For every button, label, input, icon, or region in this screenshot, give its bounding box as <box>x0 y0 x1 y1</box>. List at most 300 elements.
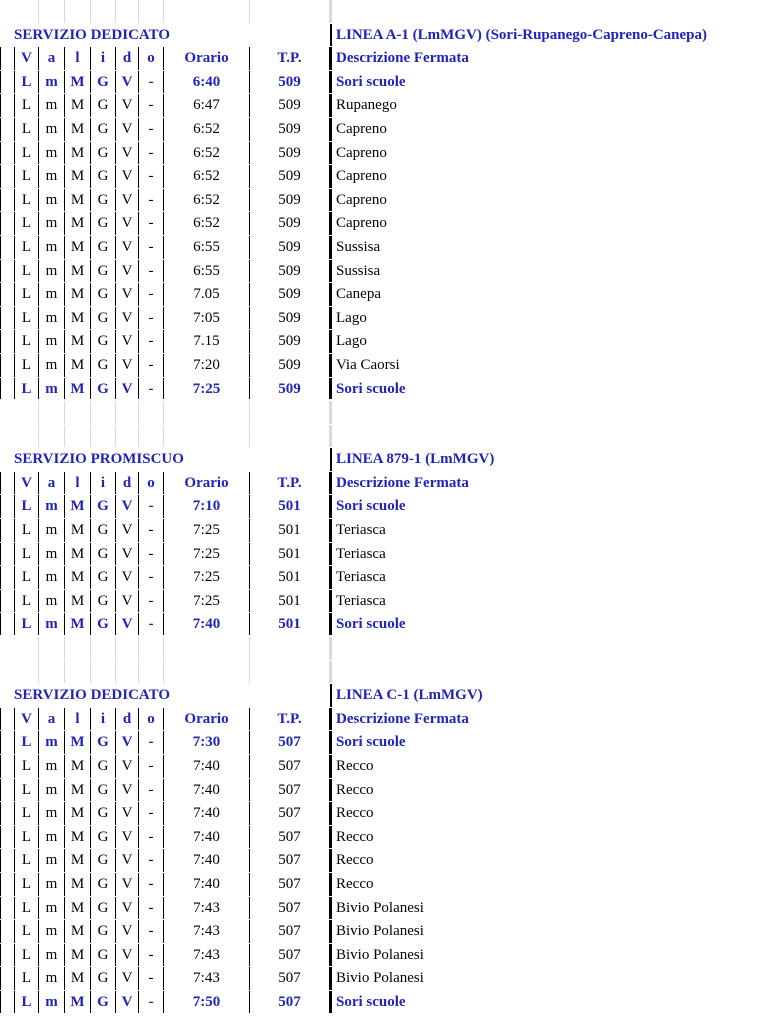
cell-day-l: M <box>65 260 91 283</box>
cell-time: 7:25 <box>164 566 250 589</box>
service-type-title: SERVIZIO PROMISCUO <box>14 451 184 468</box>
cell-tp: 501 <box>250 495 330 518</box>
cell-time: 7:40 <box>164 613 250 635</box>
cell-day-a: m <box>39 826 65 849</box>
cell-day-i: G <box>91 613 116 635</box>
cell-tp: 509 <box>250 189 330 212</box>
cell-day-d: V <box>116 802 139 825</box>
empty-cell <box>330 401 782 424</box>
cell-day-v: L <box>14 755 39 778</box>
cell-day-v: L <box>14 260 39 283</box>
cell-day-a: m <box>39 142 65 165</box>
header-day-l: l <box>65 708 91 731</box>
cell-day-l: M <box>65 165 91 188</box>
header-time: Orario <box>164 472 250 495</box>
cell-day-d: V <box>116 849 139 872</box>
cell-stop: Sori scuole <box>330 613 782 635</box>
cell-stop: Capreno <box>330 142 782 165</box>
cell-day-i: G <box>91 165 116 188</box>
cell-time: 7:40 <box>164 779 250 802</box>
cell-day-i: G <box>91 802 116 825</box>
cell-day-i: G <box>91 543 116 566</box>
empty-cell <box>139 637 164 660</box>
cell-stop: Lago <box>330 307 782 330</box>
cell-stop: Sori scuole <box>330 495 782 518</box>
empty-cell <box>0 94 1 117</box>
cell-day-i: G <box>91 779 116 802</box>
cell-day-o: - <box>139 260 164 283</box>
cell-day-v: L <box>14 873 39 896</box>
line-title: LINEA A-1 (LmMGV) (Sori-Rupanego-Capreno-Canepa) <box>330 24 782 47</box>
header-day-i: i <box>91 47 116 70</box>
cell-day-a: m <box>39 189 65 212</box>
cell-day-v: L <box>14 944 39 967</box>
empty-cell <box>65 401 91 424</box>
empty-cell <box>0 307 1 330</box>
cell-day-i: G <box>91 590 116 613</box>
header-stop: Descrizione Fermata <box>330 472 782 495</box>
cell-day-d: V <box>116 283 139 306</box>
cell-day-i: G <box>91 71 116 94</box>
cell-day-d: V <box>116 755 139 778</box>
empty-cell <box>65 661 91 684</box>
cell-day-v: L <box>14 165 39 188</box>
cell-tp: 507 <box>250 873 330 896</box>
cell-day-a: m <box>39 236 65 259</box>
cell-day-i: G <box>91 991 116 1013</box>
cell-tp: 501 <box>250 566 330 589</box>
cell-day-a: m <box>39 165 65 188</box>
cell-day-i: G <box>91 378 116 400</box>
cell-day-o: - <box>139 495 164 518</box>
cell-stop: Teriasca <box>330 566 782 589</box>
header-day-d: d <box>116 47 139 70</box>
cell-time: 7:43 <box>164 897 250 920</box>
cell-tp: 509 <box>250 354 330 377</box>
cell-tp: 507 <box>250 944 330 967</box>
empty-cell <box>0 967 1 990</box>
cell-day-a: m <box>39 849 65 872</box>
empty-cell <box>39 401 65 424</box>
cell-day-o: - <box>139 71 164 94</box>
header-day-o: o <box>139 472 164 495</box>
cell-day-l: M <box>65 590 91 613</box>
cell-day-i: G <box>91 566 116 589</box>
empty-cell <box>14 401 39 424</box>
empty-cell <box>91 661 116 684</box>
empty-cell <box>0 849 1 872</box>
empty-cell <box>91 401 116 424</box>
cell-day-o: - <box>139 967 164 990</box>
empty-cell <box>0 566 1 589</box>
cell-day-d: V <box>116 307 139 330</box>
empty-cell <box>0 802 1 825</box>
empty-cell <box>39 425 65 448</box>
cell-day-l: M <box>65 967 91 990</box>
empty-cell <box>164 425 250 448</box>
cell-stop: Bivio Polanesi <box>330 920 782 943</box>
header-day-v: V <box>14 472 39 495</box>
cell-day-d: V <box>116 967 139 990</box>
cell-day-l: M <box>65 94 91 117</box>
cell-day-d: V <box>116 873 139 896</box>
cell-day-i: G <box>91 307 116 330</box>
cell-day-d: V <box>116 991 139 1013</box>
cell-day-l: M <box>65 378 91 400</box>
empty-cell <box>0 755 1 778</box>
cell-day-o: - <box>139 613 164 635</box>
cell-day-a: m <box>39 991 65 1013</box>
empty-cell <box>39 637 65 660</box>
cell-stop: Capreno <box>330 212 782 235</box>
cell-stop: Via Caorsi <box>330 354 782 377</box>
cell-stop: Rupanego <box>330 94 782 117</box>
cell-time: 7:25 <box>164 543 250 566</box>
cell-stop: Teriasca <box>330 590 782 613</box>
empty-cell <box>39 0 65 23</box>
cell-tp: 509 <box>250 260 330 283</box>
empty-cell <box>0 165 1 188</box>
cell-day-i: G <box>91 731 116 754</box>
cell-day-d: V <box>116 519 139 542</box>
cell-day-v: L <box>14 118 39 141</box>
header-time: Orario <box>164 708 250 731</box>
empty-cell <box>65 425 91 448</box>
cell-day-l: M <box>65 212 91 235</box>
cell-day-l: M <box>65 354 91 377</box>
empty-cell <box>330 0 782 23</box>
cell-time: 6:52 <box>164 212 250 235</box>
empty-cell <box>0 944 1 967</box>
cell-day-o: - <box>139 354 164 377</box>
cell-time: 7:40 <box>164 849 250 872</box>
cell-day-v: L <box>14 283 39 306</box>
cell-day-d: V <box>116 165 139 188</box>
cell-tp: 509 <box>250 165 330 188</box>
cell-day-d: V <box>116 354 139 377</box>
cell-day-i: G <box>91 354 116 377</box>
header-day-i: i <box>91 472 116 495</box>
empty-cell <box>0 495 1 518</box>
cell-day-i: G <box>91 94 116 117</box>
cell-day-d: V <box>116 590 139 613</box>
empty-cell <box>0 873 1 896</box>
cell-time: 7:43 <box>164 944 250 967</box>
cell-day-a: m <box>39 330 65 353</box>
cell-day-d: V <box>116 779 139 802</box>
cell-day-a: m <box>39 920 65 943</box>
header-day-i: i <box>91 708 116 731</box>
cell-time: 6:52 <box>164 142 250 165</box>
empty-cell <box>0 708 1 731</box>
cell-time: 7.05 <box>164 283 250 306</box>
cell-day-i: G <box>91 236 116 259</box>
empty-cell <box>0 590 1 613</box>
cell-stop: Bivio Polanesi <box>330 897 782 920</box>
cell-day-l: M <box>65 495 91 518</box>
empty-cell <box>0 472 1 495</box>
empty-cell <box>0 47 1 70</box>
cell-day-d: V <box>116 94 139 117</box>
cell-tp: 509 <box>250 236 330 259</box>
cell-day-o: - <box>139 118 164 141</box>
cell-stop: Capreno <box>330 118 782 141</box>
cell-day-a: m <box>39 967 65 990</box>
cell-day-i: G <box>91 519 116 542</box>
empty-cell <box>250 661 330 684</box>
cell-day-a: m <box>39 71 65 94</box>
cell-day-o: - <box>139 779 164 802</box>
cell-stop: Lago <box>330 330 782 353</box>
empty-cell <box>0 519 1 542</box>
cell-stop: Teriasca <box>330 543 782 566</box>
cell-day-a: m <box>39 283 65 306</box>
cell-day-d: V <box>116 566 139 589</box>
empty-cell <box>0 378 1 400</box>
cell-day-v: L <box>14 236 39 259</box>
empty-cell <box>116 425 139 448</box>
header-stop: Descrizione Fermata <box>330 708 782 731</box>
cell-stop: Sussisa <box>330 236 782 259</box>
cell-day-v: L <box>14 354 39 377</box>
cell-time: 6:55 <box>164 260 250 283</box>
cell-day-l: M <box>65 519 91 542</box>
service-type-title: SERVIZIO DEDICATO <box>14 687 171 704</box>
cell-day-d: V <box>116 613 139 635</box>
cell-day-d: V <box>116 212 139 235</box>
empty-cell <box>0 71 1 94</box>
cell-day-d: V <box>116 118 139 141</box>
cell-day-d: V <box>116 71 139 94</box>
cell-tp: 509 <box>250 330 330 353</box>
cell-day-v: L <box>14 897 39 920</box>
cell-day-l: M <box>65 330 91 353</box>
empty-cell <box>164 0 250 23</box>
empty-cell <box>91 0 116 23</box>
cell-day-d: V <box>116 495 139 518</box>
cell-day-i: G <box>91 826 116 849</box>
cell-day-a: m <box>39 944 65 967</box>
cell-day-v: L <box>14 543 39 566</box>
header-tp: T.P. <box>250 708 330 731</box>
empty-cell <box>14 637 39 660</box>
cell-day-v: L <box>14 991 39 1013</box>
cell-time: 7:10 <box>164 495 250 518</box>
cell-day-o: - <box>139 566 164 589</box>
cell-day-d: V <box>116 378 139 400</box>
empty-cell <box>14 425 39 448</box>
cell-day-o: - <box>139 826 164 849</box>
header-day-a: a <box>39 472 65 495</box>
cell-day-a: m <box>39 378 65 400</box>
cell-time: 7:40 <box>164 873 250 896</box>
cell-time: 7:05 <box>164 307 250 330</box>
header-day-v: V <box>14 47 39 70</box>
cell-day-v: L <box>14 731 39 754</box>
cell-tp: 509 <box>250 378 330 400</box>
empty-cell <box>139 661 164 684</box>
cell-day-v: L <box>14 189 39 212</box>
empty-cell <box>0 212 1 235</box>
cell-stop: Canepa <box>330 283 782 306</box>
cell-day-a: m <box>39 260 65 283</box>
cell-day-l: M <box>65 142 91 165</box>
cell-day-v: L <box>14 71 39 94</box>
cell-tp: 507 <box>250 991 330 1013</box>
cell-tp: 509 <box>250 283 330 306</box>
cell-day-l: M <box>65 873 91 896</box>
empty-cell <box>39 661 65 684</box>
cell-time: 7:50 <box>164 991 250 1013</box>
cell-day-o: - <box>139 212 164 235</box>
empty-cell <box>0 897 1 920</box>
empty-cell <box>65 637 91 660</box>
cell-day-o: - <box>139 94 164 117</box>
header-day-v: V <box>14 708 39 731</box>
cell-day-v: L <box>14 967 39 990</box>
header-day-l: l <box>65 472 91 495</box>
line-title: LINEA C-1 (LmMGV) <box>330 684 782 707</box>
cell-time: 6:52 <box>164 189 250 212</box>
cell-day-l: M <box>65 826 91 849</box>
cell-day-l: M <box>65 991 91 1013</box>
empty-cell <box>164 661 250 684</box>
cell-stop: Sori scuole <box>330 378 782 400</box>
cell-day-a: m <box>39 779 65 802</box>
cell-tp: 507 <box>250 897 330 920</box>
cell-day-v: L <box>14 826 39 849</box>
cell-stop: Recco <box>330 802 782 825</box>
cell-tp: 501 <box>250 590 330 613</box>
cell-day-a: m <box>39 613 65 635</box>
header-day-d: d <box>116 708 139 731</box>
empty-cell <box>250 637 330 660</box>
empty-cell <box>164 637 250 660</box>
service-type-title: SERVIZIO DEDICATO <box>14 26 171 43</box>
cell-day-o: - <box>139 142 164 165</box>
cell-day-v: L <box>14 920 39 943</box>
header-day-a: a <box>39 47 65 70</box>
cell-stop: Recco <box>330 755 782 778</box>
cell-day-l: M <box>65 897 91 920</box>
cell-day-v: L <box>14 519 39 542</box>
cell-day-d: V <box>116 543 139 566</box>
cell-time: 7.15 <box>164 330 250 353</box>
cell-time: 7:40 <box>164 826 250 849</box>
empty-cell <box>0 236 1 259</box>
cell-day-o: - <box>139 897 164 920</box>
empty-cell <box>250 425 330 448</box>
cell-day-d: V <box>116 944 139 967</box>
empty-cell <box>250 401 330 424</box>
cell-day-o: - <box>139 944 164 967</box>
cell-stop: Sori scuole <box>330 71 782 94</box>
cell-day-a: m <box>39 307 65 330</box>
empty-cell <box>116 401 139 424</box>
cell-day-v: L <box>14 212 39 235</box>
cell-stop: Recco <box>330 779 782 802</box>
cell-day-a: m <box>39 354 65 377</box>
cell-day-l: M <box>65 779 91 802</box>
empty-cell <box>14 0 39 23</box>
cell-tp: 509 <box>250 71 330 94</box>
header-stop: Descrizione Fermata <box>330 47 782 70</box>
empty-cell <box>0 354 1 377</box>
cell-day-d: V <box>116 330 139 353</box>
cell-day-v: L <box>14 142 39 165</box>
cell-day-a: m <box>39 590 65 613</box>
cell-day-a: m <box>39 94 65 117</box>
empty-cell <box>330 661 782 684</box>
header-day-l: l <box>65 47 91 70</box>
cell-time: 6:52 <box>164 165 250 188</box>
cell-day-o: - <box>139 991 164 1013</box>
empty-cell <box>0 920 1 943</box>
cell-day-l: M <box>65 543 91 566</box>
cell-day-o: - <box>139 165 164 188</box>
cell-day-o: - <box>139 307 164 330</box>
header-day-o: o <box>139 708 164 731</box>
header-tp: T.P. <box>250 472 330 495</box>
cell-tp: 509 <box>250 142 330 165</box>
empty-cell <box>0 731 1 754</box>
cell-day-d: V <box>116 236 139 259</box>
cell-day-v: L <box>14 779 39 802</box>
cell-time: 7:40 <box>164 755 250 778</box>
cell-stop: Recco <box>330 849 782 872</box>
cell-time: 7:30 <box>164 731 250 754</box>
line-title: LINEA 879-1 (LmMGV) <box>330 448 782 471</box>
cell-stop: Bivio Polanesi <box>330 944 782 967</box>
cell-day-l: M <box>65 731 91 754</box>
cell-day-o: - <box>139 755 164 778</box>
empty-cell <box>164 401 250 424</box>
cell-day-o: - <box>139 189 164 212</box>
cell-day-i: G <box>91 189 116 212</box>
empty-cell <box>139 0 164 23</box>
cell-time: 7:25 <box>164 519 250 542</box>
cell-time: 7:20 <box>164 354 250 377</box>
cell-day-v: L <box>14 94 39 117</box>
cell-tp: 501 <box>250 519 330 542</box>
cell-stop: Teriasca <box>330 519 782 542</box>
cell-day-l: M <box>65 849 91 872</box>
empty-cell <box>14 661 39 684</box>
cell-time: 7:25 <box>164 590 250 613</box>
cell-day-o: - <box>139 873 164 896</box>
header-day-d: d <box>116 472 139 495</box>
cell-day-v: L <box>14 613 39 635</box>
cell-tp: 509 <box>250 94 330 117</box>
header-tp: T.P. <box>250 47 330 70</box>
cell-day-a: m <box>39 495 65 518</box>
cell-day-v: L <box>14 566 39 589</box>
cell-stop: Sori scuole <box>330 731 782 754</box>
cell-day-a: m <box>39 212 65 235</box>
cell-stop: Sussisa <box>330 260 782 283</box>
cell-day-l: M <box>65 613 91 635</box>
cell-day-l: M <box>65 944 91 967</box>
cell-tp: 507 <box>250 849 330 872</box>
cell-day-a: m <box>39 566 65 589</box>
cell-day-o: - <box>139 802 164 825</box>
cell-day-i: G <box>91 967 116 990</box>
cell-day-l: M <box>65 802 91 825</box>
cell-day-o: - <box>139 543 164 566</box>
empty-cell <box>0 826 1 849</box>
cell-day-l: M <box>65 118 91 141</box>
cell-tp: 507 <box>250 731 330 754</box>
